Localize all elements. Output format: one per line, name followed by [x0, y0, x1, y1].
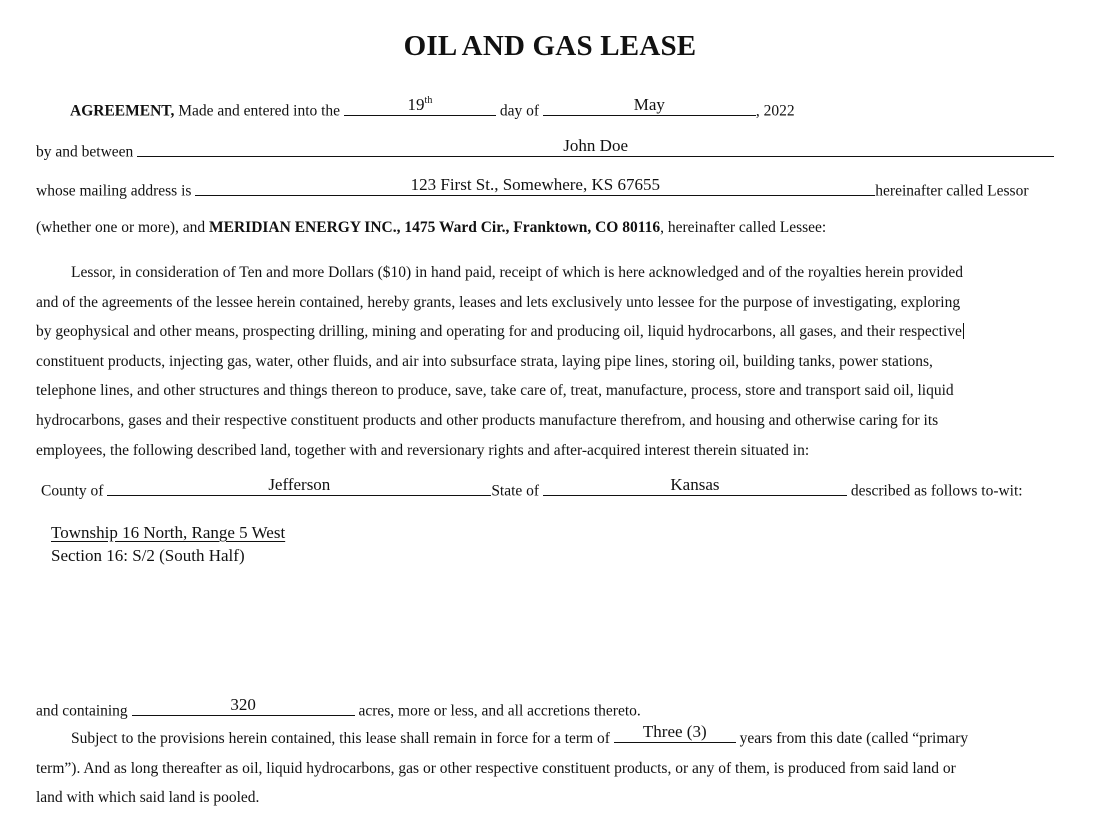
grant-row [36, 317, 1076, 347]
grant-paragraph [36, 258, 1076, 465]
lessee-name: MERIDIAN ENERGY INC., 1475 Ward Cir., Franktown, CO 80116 [209, 219, 661, 236]
term-row: land with which said land is pooled. [36, 789, 260, 807]
address-label: whose mailing address is [36, 182, 196, 200]
address-value: 123 First St., Somewhere, KS 67655 [410, 174, 660, 194]
grant-row: telephone lines, and other structures and things thereon to produce, save, take care of, treat, manufacture, process, store and transport said oil, liquid [36, 382, 954, 400]
state-label: State of [491, 482, 543, 500]
lessor-name-value: John Doe [563, 135, 628, 155]
text-cursor [963, 323, 964, 339]
agreement-lead: AGREEMENT, [70, 102, 175, 120]
legal-line-section: Section 16: S/2 (South Half) [51, 546, 245, 565]
lessor-suffix: hereinafter called Lessor [875, 182, 1029, 200]
acres-value: 320 [230, 694, 256, 714]
county-field[interactable] [107, 474, 491, 496]
grant-row: Lessor, in consideration of Ten and more Dollars ($10) in hand paid, receipt of which is here acknowledged and of the royalties herein provided [71, 264, 963, 281]
lessee-line [36, 219, 826, 237]
between-line [36, 135, 1054, 162]
year-text: , 2022 [755, 102, 795, 120]
day-field[interactable] [344, 94, 496, 116]
day-suffix: th [424, 94, 433, 106]
month-value: May [633, 94, 665, 114]
acreage-label: and containing [36, 702, 132, 720]
state-field[interactable] [543, 474, 847, 496]
agreement-line [70, 94, 795, 121]
acres-field[interactable] [132, 694, 355, 716]
term-row: term”). And as long thereafter as oil, liquid hydrocarbons, gas or other respective constituent products, or any of them, is produced from said land or [36, 759, 956, 777]
term-value: Three (3) [642, 722, 707, 741]
term-suffix: years from this date (called “primary [735, 730, 969, 747]
month-field[interactable] [543, 94, 756, 116]
grant-row: employees, the following described land, together with and reversionary rights and after-acquired interest therein situated in: [36, 441, 810, 459]
term-prefix: Subject to the provisions herein contained, this lease shall remain in force for a term of [71, 730, 614, 747]
lessor-name-field[interactable] [137, 135, 1054, 157]
term-row [36, 724, 1076, 754]
state-value: Kansas [670, 474, 720, 494]
county-value: Jefferson [268, 474, 331, 494]
grant-row: hydrocarbons, gases and their respective constituent products and other products manufacture therefrom, and housing and otherwise caring for its [36, 411, 939, 429]
document-title: OIL AND GAS LEASE [403, 30, 697, 62]
legal-line-township: Township 16 North, Range 5 West [51, 523, 286, 542]
day-of-label: day of [495, 102, 543, 120]
agreement-text: Made and entered into the [174, 102, 344, 120]
description-suffix: described as follows to-wit: [846, 482, 1023, 500]
lessee-prefix: (whether one or more), and [36, 219, 210, 236]
grant-row: and of the agreements of the lessee herein contained, hereby grants, leases and lets exclusively unto lessee for the purpose of investigating, exploring [36, 293, 961, 311]
lessee-suffix: , hereinafter called Lessee: [660, 219, 827, 236]
legal-description[interactable] [51, 521, 285, 567]
grant-row-text: by geophysical and other means, prospecting drilling, mining and operating for and producing oil, liquid hydrocarbons, all gases, and their respective [36, 323, 962, 341]
location-line [41, 474, 1023, 501]
address-line [36, 174, 1029, 201]
between-label: by and between [36, 143, 138, 161]
acreage-line [36, 694, 641, 721]
day-value: 19 [407, 94, 425, 114]
address-field[interactable] [195, 174, 875, 196]
county-label: County of [41, 482, 108, 500]
term-paragraph [36, 724, 1076, 813]
term-field[interactable] [614, 722, 736, 744]
grant-row: constituent products, injecting gas, water, other fluids, and air into subsurface strata, laying pipe lines, storing oil, building tanks, power stations, [36, 352, 933, 370]
acreage-suffix: acres, more or less, and all accretions thereto. [354, 702, 641, 720]
